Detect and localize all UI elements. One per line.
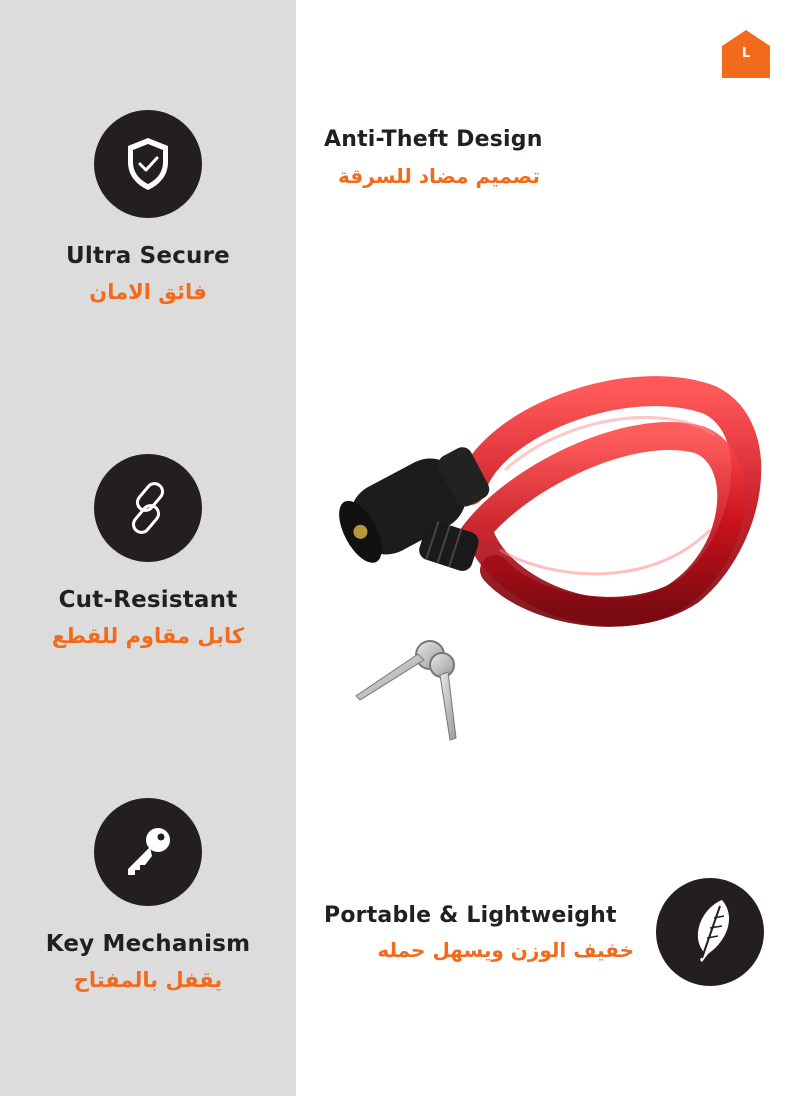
feature-arabic: كابل مقاوم للقطع (51, 624, 245, 648)
product-image (330, 360, 770, 760)
portable-title: Portable & Lightweight (324, 903, 617, 928)
key-icon (94, 798, 202, 906)
shield-check-icon (94, 110, 202, 218)
features-sidebar (0, 0, 296, 1096)
anti-theft-arabic: تصميم مضاد للسرقة (338, 164, 540, 188)
portable-arabic: خفيف الوزن ويسهل حمله (377, 938, 634, 962)
feature-arabic: يقفل بالمفتاح (73, 968, 223, 992)
feature-ultra-secure (0, 110, 296, 306)
feature-key-mechanism (0, 798, 296, 994)
feature-title: Cut-Resistant (58, 587, 238, 613)
feature-title: Key Mechanism (45, 931, 251, 957)
anti-theft-title: Anti-Theft Design (324, 127, 543, 152)
chain-link-icon (94, 454, 202, 562)
feature-cut-resistant (0, 454, 296, 650)
feature-arabic: فائق الامان (89, 280, 207, 304)
brand-letter: L (741, 46, 751, 61)
brand-logo (720, 28, 772, 80)
feature-title: Ultra Secure (66, 243, 230, 269)
feather-icon (656, 878, 764, 986)
